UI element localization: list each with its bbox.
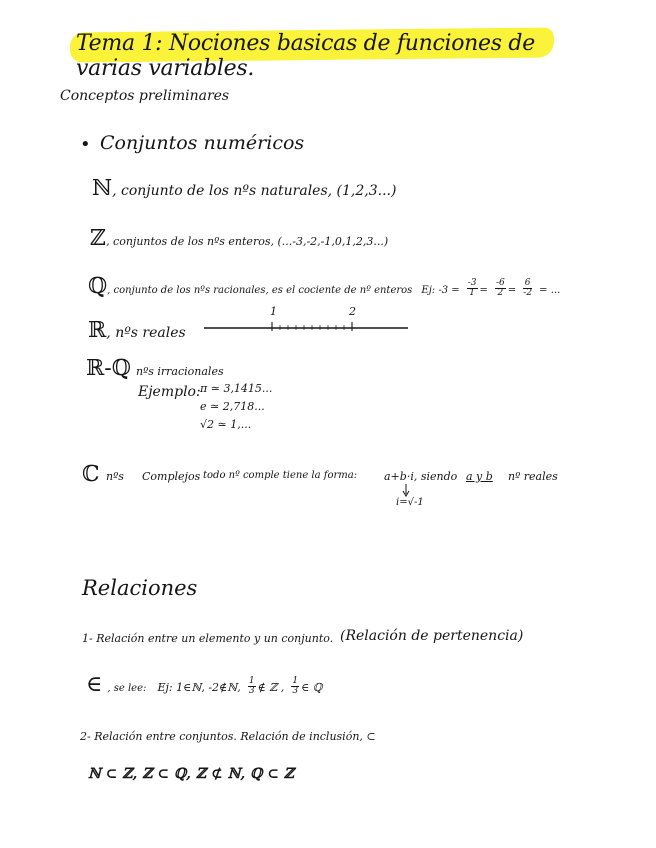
relation-1-text: 1- Relación entre un elemento y un conjunto. [82,632,334,645]
complex-text-2: Complejos [142,470,201,483]
complex-text-1: nºs [106,470,124,483]
relation-1-example [86,672,322,697]
irrationals-symbol: ℝ-ℚ [86,356,131,381]
relation-1-lee: , se lee: [107,683,147,694]
section-heading-relaciones: Relaciones [82,576,198,600]
complex-text-3: todo nº comple tiene la forma: [203,470,358,481]
bullet-dot: • [80,134,91,155]
fraction-3: $\frac{6}{-2}$ [523,278,533,298]
irrationals-example-label: Ejemplo: [138,384,201,400]
relation-2-text-b: Relación de inclusión, ⊂ [240,730,376,743]
complex-symbol: ℂ [82,462,100,487]
irrational-example-pi: π ≃ 3,1415... [200,382,273,395]
complex-text-4: nº reales [508,470,558,483]
bullet-conjuntos: Conjuntos numéricos [100,132,305,154]
rationals-text: , conjunto de los nºs racionales, es el cociente de nº enteros [107,285,413,296]
complex-imag-unit: i=√-1 [396,497,424,508]
number-line-tick-2: 2 [349,305,356,318]
complex-ab: a y b [466,470,493,483]
integers-symbol: ℤ [90,226,107,251]
irrational-example-sqrt2: √2 ≃ 1,... [200,418,252,431]
relation-1-ex3: ∈ ℚ [301,681,323,694]
relation-1-ex: Ej: 1∈ℕ, -2∉ℕ, [157,681,241,694]
relation-1-ex2: ∉ ℤ , [257,681,285,694]
rationals-line: ℚ, conjunto de los nºs racionales, es el cociente de nº enteros Ej: -3 = $\frac{-3}{1}$ = $\frac{-6}{2}$ = $\frac{6}{-2}$ = ... [88,274,561,299]
relation-1-paren: (Relación de pertenencia) [340,628,524,644]
reals-symbol: ℝ [88,318,107,343]
fraction-1: $\frac{-3}{1}$ [467,278,477,298]
page-title: Tema 1: Nociones basicas de funciones de varias variables. [76,31,535,81]
fraction-one-third-a: $\frac{1}{3}$ [248,676,255,696]
fraction-one-third-b: $\frac{1}{3}$ [292,676,299,696]
rationals-symbol: ℚ [88,274,108,299]
naturals-symbol: ℕ [92,176,113,201]
section-heading-conceptos: Conceptos preliminares [60,88,230,104]
belongs-symbol: ∈ [86,672,103,697]
naturals-text: , conjunto de los nºs naturales, (1,2,3...) [112,183,397,199]
relation-2-text-a: 2- Relación entre conjuntos. [80,730,237,743]
fraction-2: $\frac{-6}{2}$ [496,278,505,298]
reals-text: , nºs reales [106,325,186,341]
complex-form: a+b·i, siendo [384,470,458,483]
number-line-tick-1: 1 [270,305,277,318]
rationals-example-tail: = ... [539,285,561,296]
relation-2-text [80,730,376,743]
relation-2-examples: ℕ ⊂ ℤ, ℤ ⊂ ℚ, ℤ ⊄ ℕ, ℚ ⊂ ℤ [88,766,295,782]
rationals-example-lead: Ej: -3 = [421,285,460,296]
irrationals-text: nºs irracionales [135,365,224,378]
irrational-example-e: e ≃ 2,718... [200,400,265,413]
integers-text: , conjuntos de los nºs enteros, (...-3,-2,-1,0,1,2,3...) [106,235,389,248]
